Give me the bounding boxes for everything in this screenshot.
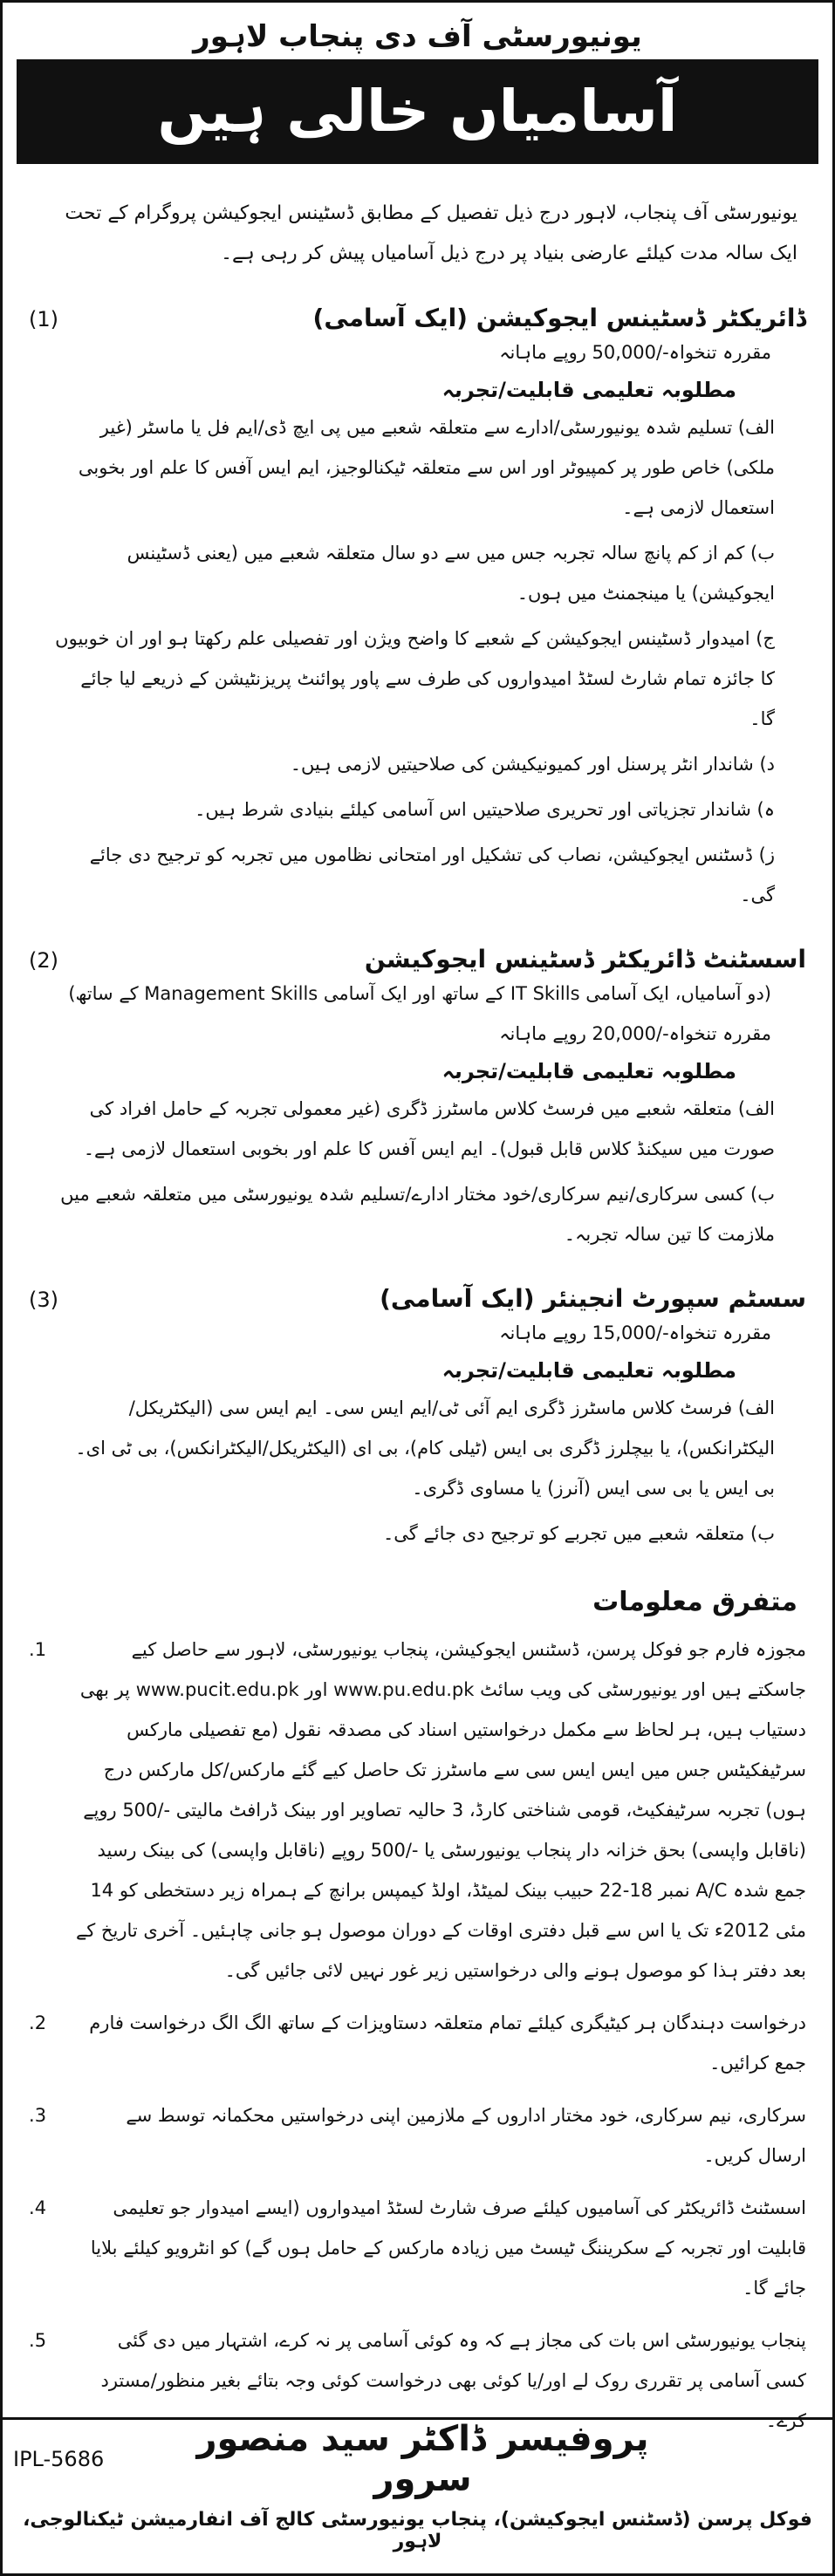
misc-item-text: سرکاری، نیم سرکاری، خود مختار اداروں کے ملازمین اپنی درخواستیں محکمانہ توسط سے ارسال کریں۔ <box>126 2105 806 2166</box>
requirement-item: ہ) شاندار تجزیاتی اور تحریری صلاحیتیں اس آسامی کیلئے بنیادی شرط ہیں۔ <box>195 799 775 820</box>
vacancies-banner: آسامیاں خالی ہیں <box>17 59 818 164</box>
position-number: (1) <box>29 307 59 331</box>
position-number: (2) <box>29 948 59 973</box>
requirement-item: ب) کم از کم پانچ سالہ تجربہ جس میں سے دو سال متعلقہ شعبے میں (یعنی ڈسٹینس ایجوکیشن) یا مینجمنٹ میں ہوں۔ <box>127 543 775 604</box>
requirement-item: الف) فرسٹ کلاس ماسٹرز ڈگری ایم آئی ٹی/ایم ایس سی۔ ایم ایس سی (الیکٹریکل/الیکٹرانکس)، یا بیچلرز ڈگری بی ایس (ٹیلی کام)، بی ای (الیکٹریکل/الیکٹرانکس)، بی ٹی ای۔ بی ایس یا بی سی ایس (آنرز) یا مساوی ڈگری۔ <box>75 1397 775 1499</box>
misc-item-number: 5. <box>29 2330 47 2351</box>
requirement-item: ز) ڈسٹنس ایجوکیشن، نصاب کی تشکیل اور امتحانی نظاموں میں تجربہ کو ترجیح دی جائے گی۔ <box>89 844 775 905</box>
requirement-item: الف) متعلقہ شعبے میں فرسٹ کلاس ماسٹرز ڈگری (غیر معمولی تجربہ کے حامل افراد کی صورت میں سیکنڈ کلاس قابل قبول)۔ ایم ایس آفس کا علم اور بخوبی استعمال لازمی ہے۔ <box>83 1098 775 1159</box>
position-system-support-engineer <box>29 1284 806 1554</box>
intro-paragraph: یونیورسٹی آف پنجاب، لاہور درج ذیل تفصیل کے مطابق ڈسٹینس ایجوکیشن پروگرام کے تحت ایک سالہ مدت کیلئے عارضی بنیاد پر درج ذیل آسامیاں پیش کر رہی ہے۔ <box>65 202 797 264</box>
requirement-item: د) شاندار انٹر پرسنل اور کمیونیکیشن کی صلاحیتیں لازمی ہیں۔ <box>290 754 775 775</box>
misc-item <box>29 2188 806 2308</box>
salary: مقررہ تنخواہ-/20,000 روپے ماہانہ <box>499 1023 771 1044</box>
misc-item <box>29 2095 806 2176</box>
misc-item-number: 1. <box>29 1639 47 1660</box>
misc-item-number: 3. <box>29 2105 47 2126</box>
misc-item <box>29 2003 806 2083</box>
position-title: اسسٹنٹ ڈائریکٹر ڈسٹینس ایجوکیشن <box>364 945 806 974</box>
misc-item-text: درخواست دہندگان ہر کیٹیگری کیلئے تمام متعلقہ دستاویزات کے ساتھ الگ الگ درخواست فارم جمع کرائیں۔ <box>89 2012 806 2074</box>
position-title: ڈائریکٹر ڈسٹینس ایجوکیشن (ایک آسامی) <box>312 304 806 332</box>
qualification-heading: مطلوبہ تعلیمی قابلیت/تجربہ <box>441 378 736 402</box>
focal-person-address: فوکل پرسن (ڈسٹنس ایجوکیشن)، پنجاب یونیورسٹی کالج آف انفارمیشن ٹیکنالوجی، لاہور <box>23 2509 812 2552</box>
signatory-name: پروفیسر ڈاکٹر سید منصور سرور <box>196 2419 649 2499</box>
misc-item-number: 4. <box>29 2197 47 2218</box>
position-director <box>29 304 806 915</box>
salary: مقررہ تنخواہ-/15,000 روپے ماہانہ <box>499 1322 771 1343</box>
misc-item-text: پنجاب یونیورسٹی اس بات کی مجاز ہے کہ وہ کوئی آسامی پر نہ کرے، اشتہار میں دی گئی کسی آسامی پر تقرری روک لے اور/یا کوئی بھی درخواست کوئی وجہ بتائے بغیر منظور/مسترد کرے۔ <box>100 2330 806 2431</box>
position-assistant-director <box>29 945 806 1254</box>
qualification-heading: مطلوبہ تعلیمی قابلیت/تجربہ <box>441 1059 736 1083</box>
footer <box>3 2417 832 2573</box>
misc-info-heading: متفرق معلومات <box>592 1587 797 1617</box>
position-number: (3) <box>29 1288 59 1312</box>
university-name: یونیورسٹی آف دی پنجاب لاہور <box>193 19 642 54</box>
position-note: (دو آسامیاں، ایک آسامی IT Skills کے ساتھ اور ایک آسامی Management Skills کے ساتھ) <box>68 983 771 1004</box>
misc-item-number: 2. <box>29 2012 47 2033</box>
qualification-heading: مطلوبہ تعلیمی قابلیت/تجربہ <box>441 1358 736 1383</box>
misc-item-text: اسسٹنٹ ڈائریکٹر کی آسامیوں کیلئے صرف شارٹ لسٹڈ امیدواروں (ایسے امیدوار جو تعلیمی قابلیت اور تجربہ کے سکریننگ ٹیسٹ میں زیادہ مارکس کے حامل ہوں گے) کو انٹرویو کیلئے بلایا جائے گا۔ <box>90 2197 806 2299</box>
misc-item-text: مجوزہ فارم جو فوکل پرسن، ڈسٹنس ایجوکیشن، پنجاب یونیورسٹی، لاہور سے حاصل کیے جاسکتے ہیں اور یونیورسٹی کی ویب سائٹ www.pu.edu.pk اور www.pucit.edu.pk پر بھی دستیاب ہیں، ہر لحاظ سے مکمل درخواستیں اسناد کی مصدقہ نقول (مع تفصیلی مارکس سرٹیفکیٹس جس میں ایس ایس سی سے ماسٹرز تک حاصل کیے گئے مارکس/کل مارکس درج ہوں) تجربہ سرٹیفکیٹ، قومی شناختی کارڈ، 3 حالیہ تصاویر اور بینک ڈرافٹ مالیتی -/500 روپے (ناقابل واپسی) بحق خزانہ دار پنجاب یونیورسٹی یا -/500 روپے (ناقابل واپسی) کی بینک رسید جمع شدہ A/C نمبر 18-22 حبیب بینک لمیٹڈ، اولڈ کیمپس برانچ کے ہمراہ زیر دستخطی کو 14 مئی 2012ء تک یا اس سے قبل دفتری اوقات کے دوران موصول ہو جانی چاہئیں۔ آخری تاریخ کے بعد دفتر ہذا کو موصول ہونے والی درخواستیں زیر غور نہیں لائی جائیں گی۔ <box>75 1639 806 1981</box>
requirement-item: الف) تسلیم شدہ یونیورسٹی/ادارے سے متعلقہ شعبے میں پی ایچ ڈی/ایم فل یا ماسٹر (غیر ملکی) خاص طور پر کمپیوٹر اور اس سے متعلقہ ٹیکنالوجیز، ایم ایس آفس کا علم اور بخوبی استعمال لازمی ہے۔ <box>78 417 775 518</box>
misc-item <box>29 1630 806 1991</box>
salary: مقررہ تنخواہ-/50,000 روپے ماہانہ <box>499 342 771 363</box>
requirement-item: ب) متعلقہ شعبے میں تجربے کو ترجیح دی جائے گی۔ <box>383 1523 775 1544</box>
ipl-code: IPL-5686 <box>13 2447 105 2471</box>
requirement-item: ب) کسی سرکاری/نیم سرکاری/خود مختار ادارے/تسلیم شدہ یونیورسٹی میں متعلقہ شعبے میں ملازمت کا تین سالہ تجربہ۔ <box>60 1184 775 1245</box>
position-title: سسٹم سپورٹ انجینئر (ایک آسامی) <box>380 1284 806 1313</box>
requirement-item: ج) امیدوار ڈسٹینس ایجوکیشن کے شعبے کا واضح ویژن اور تفصیلی علم رکھتا ہو اور ان خوبیوں کا جائزہ تمام شارٹ لسٹڈ امیدواروں کی طرف سے پاور پوائنٹ پریزنٹیشن کے ذریعے لیا جائے گا۔ <box>55 628 775 729</box>
